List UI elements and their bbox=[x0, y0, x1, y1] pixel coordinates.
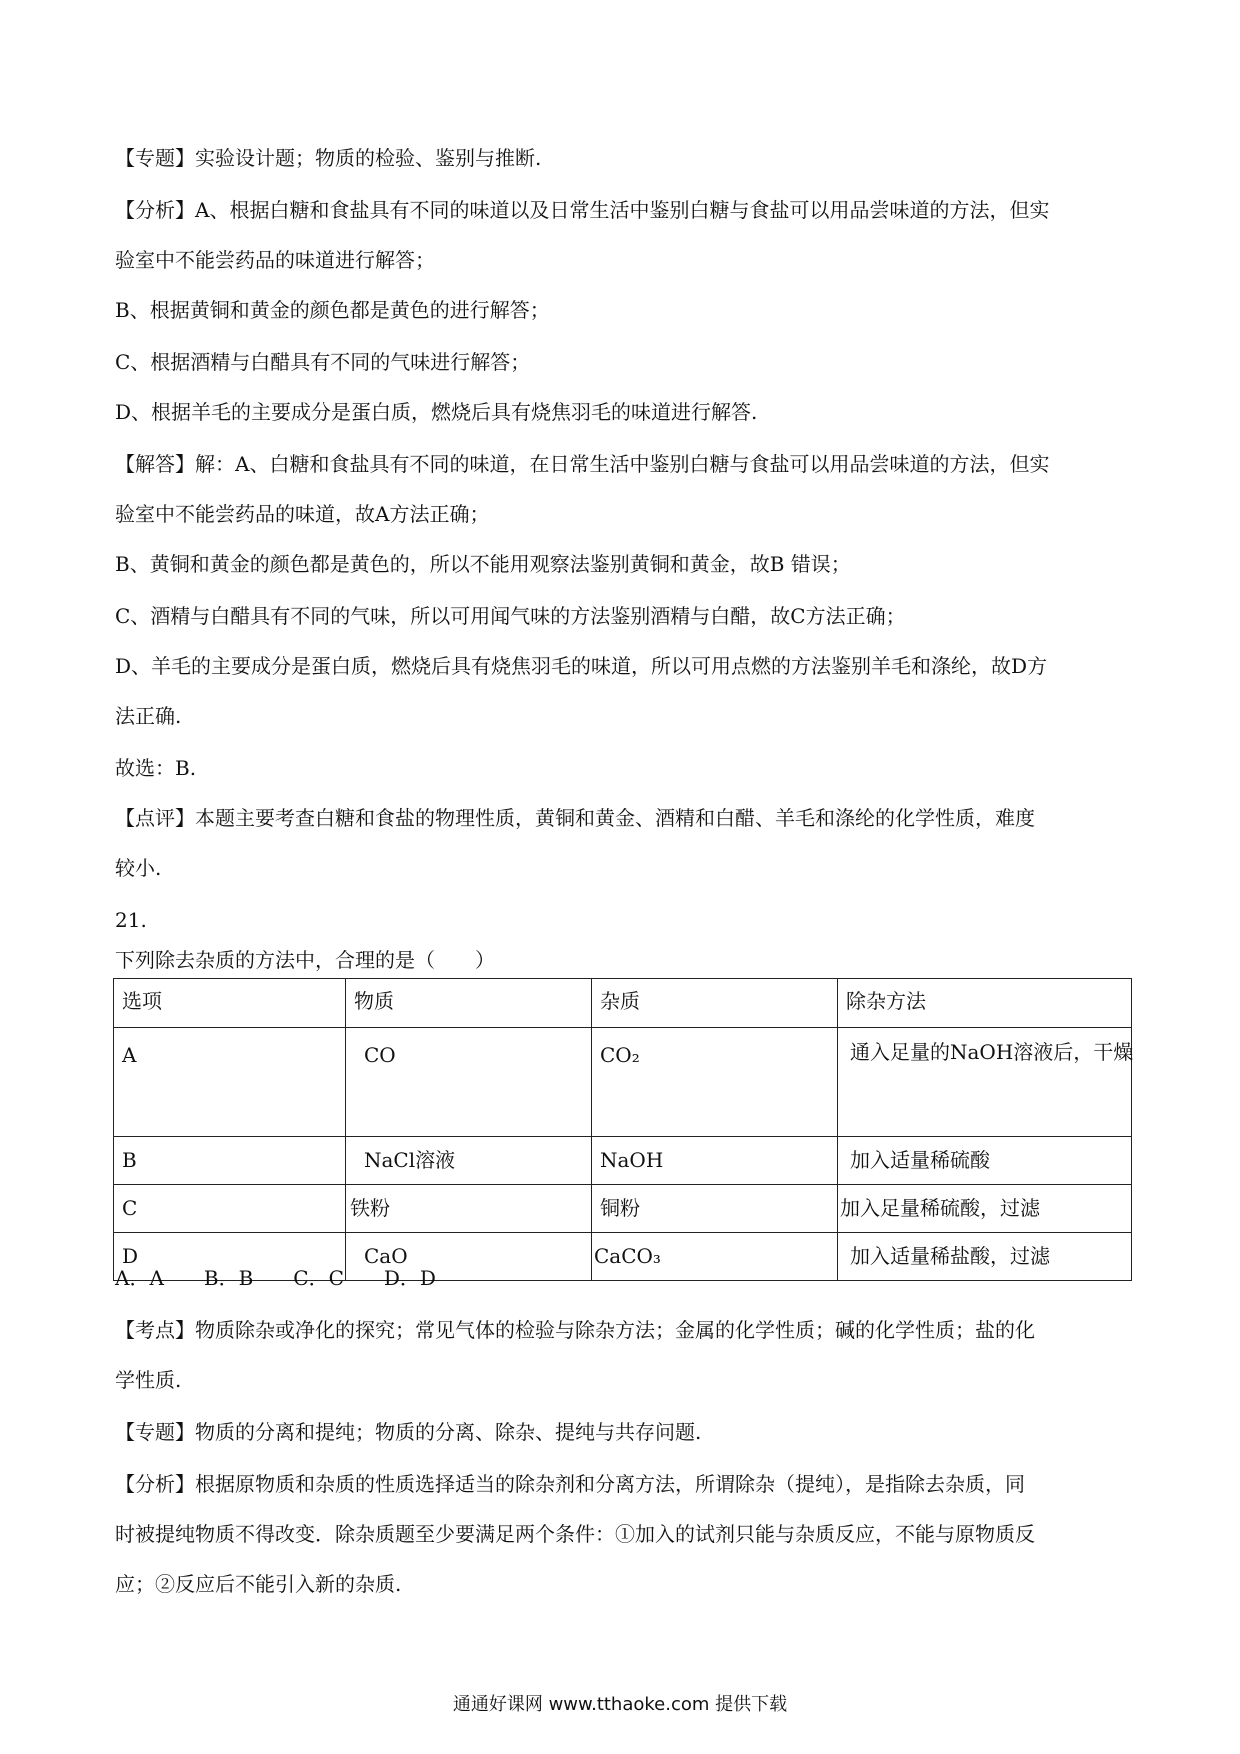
text-line-kaodian-1: 【考点】物质除杂或净化的探究；常见气体的检验与除杂方法；金属的化学性质；碱的化学性质；盐的化 bbox=[115, 1318, 1035, 1342]
cell-impurity: CaCO₃ bbox=[592, 1233, 838, 1281]
text-line-fenxi-3: 应；②反应后不能引入新的杂质. bbox=[115, 1572, 402, 1596]
header-substance: 物质 bbox=[346, 979, 592, 1028]
question-number: 21. bbox=[115, 908, 147, 932]
cell-substance: CO bbox=[346, 1028, 592, 1137]
cell-method: 加入足量稀硫酸，过滤 bbox=[838, 1185, 1132, 1233]
cell-impurity: NaOH bbox=[592, 1137, 838, 1185]
question-stem: 下列除去杂质的方法中，合理的是（ ） bbox=[115, 948, 495, 972]
text-line-12: 法正确. bbox=[115, 704, 182, 728]
cell-option: A bbox=[114, 1028, 346, 1137]
cell-method: 加入适量稀硫酸 bbox=[838, 1137, 1132, 1185]
cell-substance: CaO bbox=[346, 1233, 592, 1281]
text-line-zhuanti: 【专题】物质的分离和提纯；物质的分离、除杂、提纯与共存问题. bbox=[115, 1420, 702, 1444]
text-line-13: 故选：B. bbox=[115, 756, 197, 780]
text-line-fenxi-2: 时被提纯物质不得改变．除杂质题至少要满足两个条件：①加入的试剂只能与杂质反应，不能与原物质反 bbox=[115, 1522, 1035, 1546]
header-method: 除杂方法 bbox=[838, 979, 1132, 1028]
cell-substance: 铁粉 bbox=[346, 1185, 592, 1233]
cell-option: D bbox=[114, 1233, 346, 1281]
table-row bbox=[114, 1185, 1132, 1233]
text-line-10: C、酒精与白醋具有不同的气味，所以可用闻气味的方法鉴别酒精与白醋，故C方法正确； bbox=[115, 604, 906, 628]
text-line-5: C、根据酒精与白醋具有不同的气味进行解答； bbox=[115, 350, 531, 374]
page-footer: 通通好课网 www.tthaoke.com 提供下载 bbox=[452, 1694, 788, 1715]
cell-impurity: CO₂ bbox=[592, 1028, 838, 1137]
text-line-6: D、根据羊毛的主要成分是蛋白质，燃烧后具有烧焦羽毛的味道进行解答. bbox=[115, 400, 758, 424]
table-row bbox=[114, 1028, 1132, 1137]
cell-method: 通入足量的NaOH溶液后，干燥 bbox=[838, 1028, 1132, 1137]
cell-impurity: 铜粉 bbox=[592, 1185, 838, 1233]
text-line-15: 较小. bbox=[115, 856, 162, 880]
text-line-8: 验室中不能尝药品的味道，故A方法正确； bbox=[115, 502, 490, 526]
text-line-7: 【解答】解：A、白糖和食盐具有不同的味道，在日常生活中鉴别白糖与食盐可以用品尝味道的方法，但实 bbox=[115, 452, 1050, 476]
impurity-table bbox=[113, 978, 1132, 1281]
text-line-2: 【分析】A、根据白糖和食盐具有不同的味道以及日常生活中鉴别白糖与食盐可以用品尝味道的方法，但实 bbox=[115, 198, 1050, 222]
text-line-1: 【专题】实验设计题；物质的检验、鉴别与推断. bbox=[115, 146, 542, 170]
text-line-4: B、根据黄铜和黄金的颜色都是黄色的进行解答； bbox=[115, 298, 550, 322]
cell-option: C bbox=[114, 1185, 346, 1233]
text-line-fenxi-1: 【分析】根据原物质和杂质的性质选择适当的除杂剂和分离方法，所谓除杂（提纯），是指除去杂质，同 bbox=[115, 1472, 1025, 1496]
cell-option: B bbox=[114, 1137, 346, 1185]
header-impurity: 杂质 bbox=[592, 979, 838, 1028]
cell-method: 加入适量稀盐酸，过滤 bbox=[838, 1233, 1132, 1281]
table-header-row bbox=[114, 979, 1132, 1028]
text-line-11: D、羊毛的主要成分是蛋白质，燃烧后具有烧焦羽毛的味道，所以可用点燃的方法鉴别羊毛和涤纶，故D方 bbox=[115, 654, 1048, 678]
text-line-9: B、黄铜和黄金的颜色都是黄色的，所以不能用观察法鉴别黄铜和黄金，故B 错误； bbox=[115, 552, 851, 576]
text-line-kaodian-2: 学性质. bbox=[115, 1368, 182, 1392]
text-line-14: 【点评】本题主要考查白糖和食盐的物理性质，黄铜和黄金、酒精和白醋、羊毛和涤纶的化学性质，难度 bbox=[115, 806, 1035, 830]
answer-options: A．A B．B C．C D．D bbox=[115, 1266, 436, 1290]
cell-substance: NaCl溶液 bbox=[346, 1137, 592, 1185]
header-option: 选项 bbox=[114, 979, 346, 1028]
table-row bbox=[114, 1137, 1132, 1185]
text-line-3: 验室中不能尝药品的味道进行解答； bbox=[115, 248, 435, 272]
